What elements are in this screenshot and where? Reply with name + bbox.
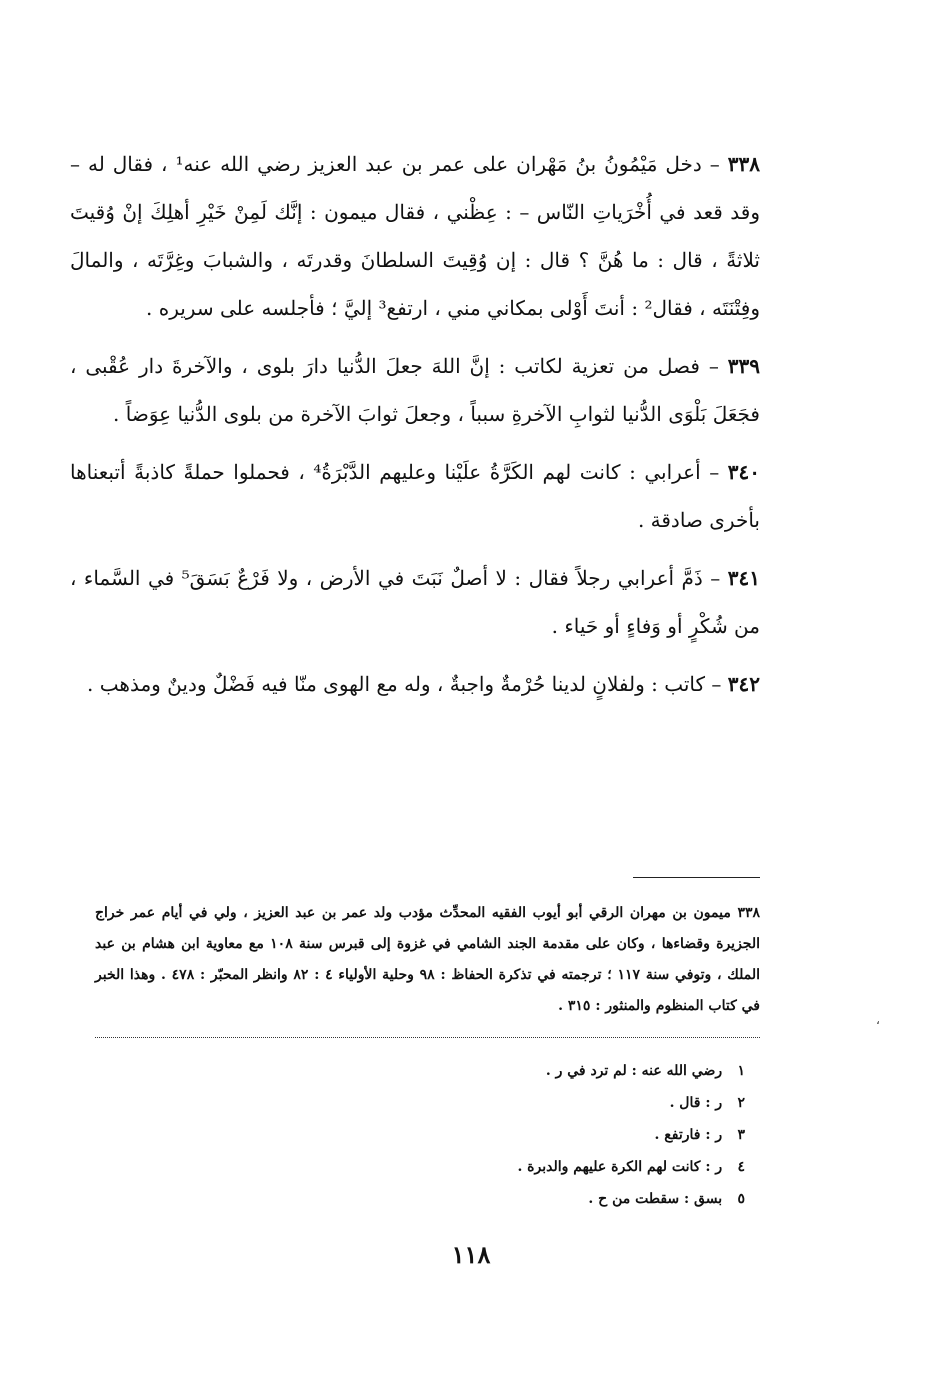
dotted-divider [95,1037,760,1038]
entry-339 [70,342,760,438]
footnote-separator [633,877,760,878]
footnote-number: ٢ [737,1095,745,1111]
entry-number: ٣٤١ [727,566,761,590]
entry-338 [70,140,760,332]
stray-mark: ، [876,1013,880,1027]
footnote-3 [400,1119,745,1151]
footnote-number: ٤ [737,1159,745,1175]
entry-341 [70,554,760,650]
entry-number: ٣٤٢ [727,672,760,696]
entry-text: – دخل مَيْمُونُ بنُ مَهْران على عمر بن عبد العزيز رضي الله عنه¹ ، فقال له – وقد قعد في أُخْرَياتِ النّاس – : عِظْني ، فقال ميمون : إنَّك لَمِنْ خَيْرِ أهلِكَ إنْ وُقيتَ ثلاثةً ، قال : ما هُنَّ ؟ قال : إن وُقِيتَ السلطانَ وقدرتَه ، والشبابَ وغِرَّتَه ، والمالَ وفِتْنَتَه ، فقال² : أنتَ أَوْلى بمكاني مني ، ارتفع³ إليَّ ؛ فأجلسه على سريره . [70,152,760,320]
entry-text: – ذَمَّ أعرابي رجلاً فقال : لا أصلٌ نَبَتَ في الأرض ، ولا فَرْعٌ بَسَقَ⁵ في السَّماء ، من شُكْرٍ أو وَفاءٍ أو حَياء . [70,566,760,638]
entry-342 [70,660,760,708]
footnote-text: بسق : سقطت من ح . [588,1191,723,1207]
footnote-text: ر : فارتفع . [654,1127,723,1143]
footnote-text: ر : كانت لهم الكرة عليهم والدبرة . [517,1159,723,1175]
footnote-number: ٥ [737,1191,745,1207]
footnote-text: رضي الله عنه : لم ترد في ر . [545,1063,723,1079]
entry-text: – فصل من تعزية لكاتب : إنَّ اللهَ جعلَ الدُّنيا دارَ بلوى ، والآخرةَ دار عُقْبى ، فجَعَلَ بَلْوَى الدُّنيا لثوابِ الآخرةِ سبباً ، وجعلَ ثوابَ الآخرة من بلوى الدُّنيا عِوَضاً . [70,354,760,426]
entry-number: ٣٣٩ [727,354,761,378]
entry-number: ٣٣٨ [727,152,760,176]
source-note-text: ميمون بن مهران الرقي أبو أيوب الفقيه المحدِّث مؤدب ولد عمر بن عبد العزيز ، ولي في أيام عمر خراج الجزيرة وقضاءها ، وكان على مقدمة الجند الشامي في غزوة إلى قبرس سنة ١٠٨ مع معاوية ابن هشام بن عبد الملك ، وتوفي سنة ١١٧ ؛ ترجمته في تذكرة الحفاظ : ٩٨ وحلية الأولياء ٤ : ٨٢ وانظر المحبّر : ٤٧٨ . وهذا الخبر في كتاب المنظوم والمنثور : ٣١٥ . [95,905,760,1014]
entry-text: – كاتب : ولفلانٍ لدينا حُرْمةٌ واجبةٌ ، وله مع الهوى منّا فيه فَضْلٌ ودينٌ ومذهب . [87,672,722,696]
footnote-number: ٣ [737,1127,745,1143]
footnote-text: ر : قال . [669,1095,723,1111]
main-text [70,140,760,718]
page-number: ١١٨ [451,1240,491,1269]
footnote-1 [400,1055,745,1087]
entry-number: ٣٤٠ [727,460,760,484]
footnote-4 [400,1151,745,1183]
source-note [95,898,760,1022]
source-note-number: ٣٣٨ [737,905,760,921]
footnote-2 [400,1087,745,1119]
footnote-5 [400,1183,745,1215]
entry-text: – أعرابي : كانت لهم الكَرَّةُ علَيْنا وعليهم الدَّبْرَةُ⁴ ، فحملوا حملةً كاذبةً أتبعناها بأخرى صادقة . [70,460,760,532]
entry-340 [70,448,760,544]
footnote-list [400,1055,745,1215]
footnote-number: ١ [737,1063,745,1079]
